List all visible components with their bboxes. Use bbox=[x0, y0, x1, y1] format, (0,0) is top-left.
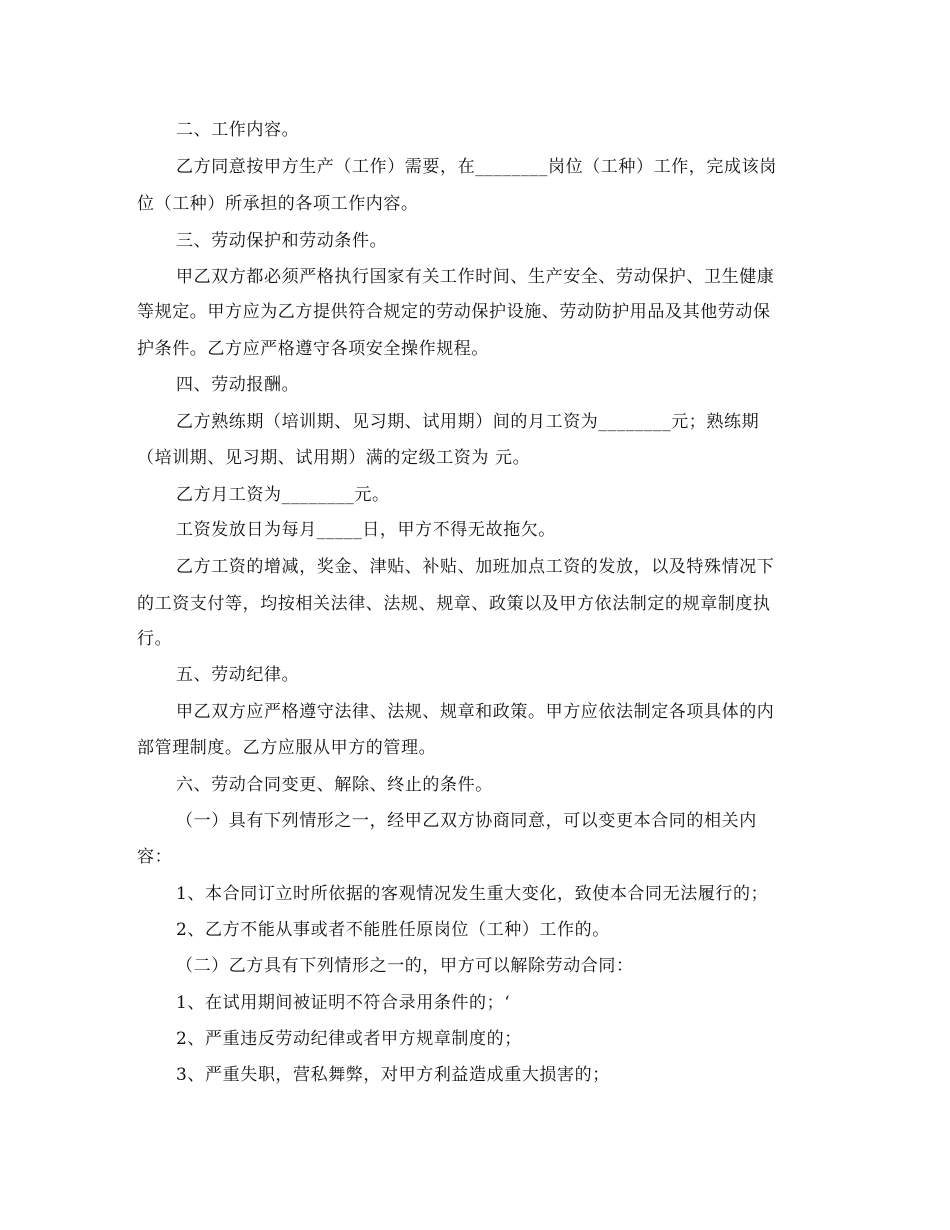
paragraph-line: 乙方月工资为________元。 bbox=[176, 485, 390, 505]
paragraph-line: （一）具有下列情形之一，经甲乙双方协商同意，可以变更本合同的相关内 bbox=[176, 811, 757, 831]
paragraph-line: （培训期、见习期、试用期）满的定级工资为 元。 bbox=[137, 448, 531, 468]
paragraph-line: 乙方工资的增减，奖金、津贴、补贴、加班加点工资的发放，以及特殊情况下 bbox=[176, 557, 775, 577]
paragraph-line: 行。 bbox=[137, 629, 173, 649]
paragraph-line: 位（工种）所承担的各项工作内容。 bbox=[137, 194, 419, 214]
paragraph-line: 护条件。乙方应严格遵守各项安全操作规程。 bbox=[137, 339, 489, 359]
paragraph-line: 部管理制度。乙方应服从甲方的管理。 bbox=[137, 738, 437, 758]
paragraph-line: 等规定。甲方应为乙方提供符合规定的劳动保护设施、劳动防护用品及其他劳动保 bbox=[137, 302, 771, 322]
list-item: 2、乙方不能从事或者不能胜任原岗位（工种）工作的。 bbox=[176, 920, 610, 940]
paragraph-line: 甲乙双方应严格遵守法律、法规、规章和政策。甲方应依法制定各项具体的内 bbox=[176, 702, 775, 722]
paragraph-line: 乙方同意按甲方生产（工作）需要，在________岗位（工种）工作，完成该岗 bbox=[176, 157, 777, 177]
list-item: 1、本合同订立时所依据的客观情况发生重大变化，致使本合同无法履行的； bbox=[176, 884, 769, 904]
paragraph-line: 工资发放日为每月_____日，甲方不得无故拖欠。 bbox=[176, 520, 556, 540]
paragraph-line: 乙方熟练期（培训期、见习期、试用期）间的月工资为________元；熟练期 bbox=[176, 412, 760, 432]
list-item: 1、在试用期间被证明不符合录用条件的；‘ bbox=[176, 993, 511, 1013]
section-heading-labor-protection: 三、劳动保护和劳动条件。 bbox=[176, 231, 388, 251]
section-heading-contract-change: 六、劳动合同变更、解除、终止的条件。 bbox=[176, 775, 493, 795]
paragraph-line: 容： bbox=[137, 847, 173, 867]
section-heading-labor-discipline: 五、劳动纪律。 bbox=[176, 665, 300, 685]
section-heading-work-content: 二、工作内容。 bbox=[176, 120, 300, 140]
paragraph-line: 的工资支付等，均按相关法律、法规、规章、政策以及甲方依法制定的规章制度执 bbox=[137, 594, 771, 614]
paragraph-line: 甲乙双方都必须严格执行国家有关工作时间、生产安全、劳动保护、卫生健康 bbox=[176, 267, 775, 287]
section-heading-remuneration: 四、劳动报酬。 bbox=[176, 375, 300, 395]
paragraph-line: （二）乙方具有下列情形之一的，甲方可以解除劳动合同： bbox=[176, 956, 634, 976]
list-item: 2、严重违反劳动纪律或者甲方规章制度的； bbox=[176, 1029, 522, 1049]
list-item: 3、严重失职，营私舞弊，对甲方利益造成重大损害的； bbox=[176, 1065, 610, 1085]
